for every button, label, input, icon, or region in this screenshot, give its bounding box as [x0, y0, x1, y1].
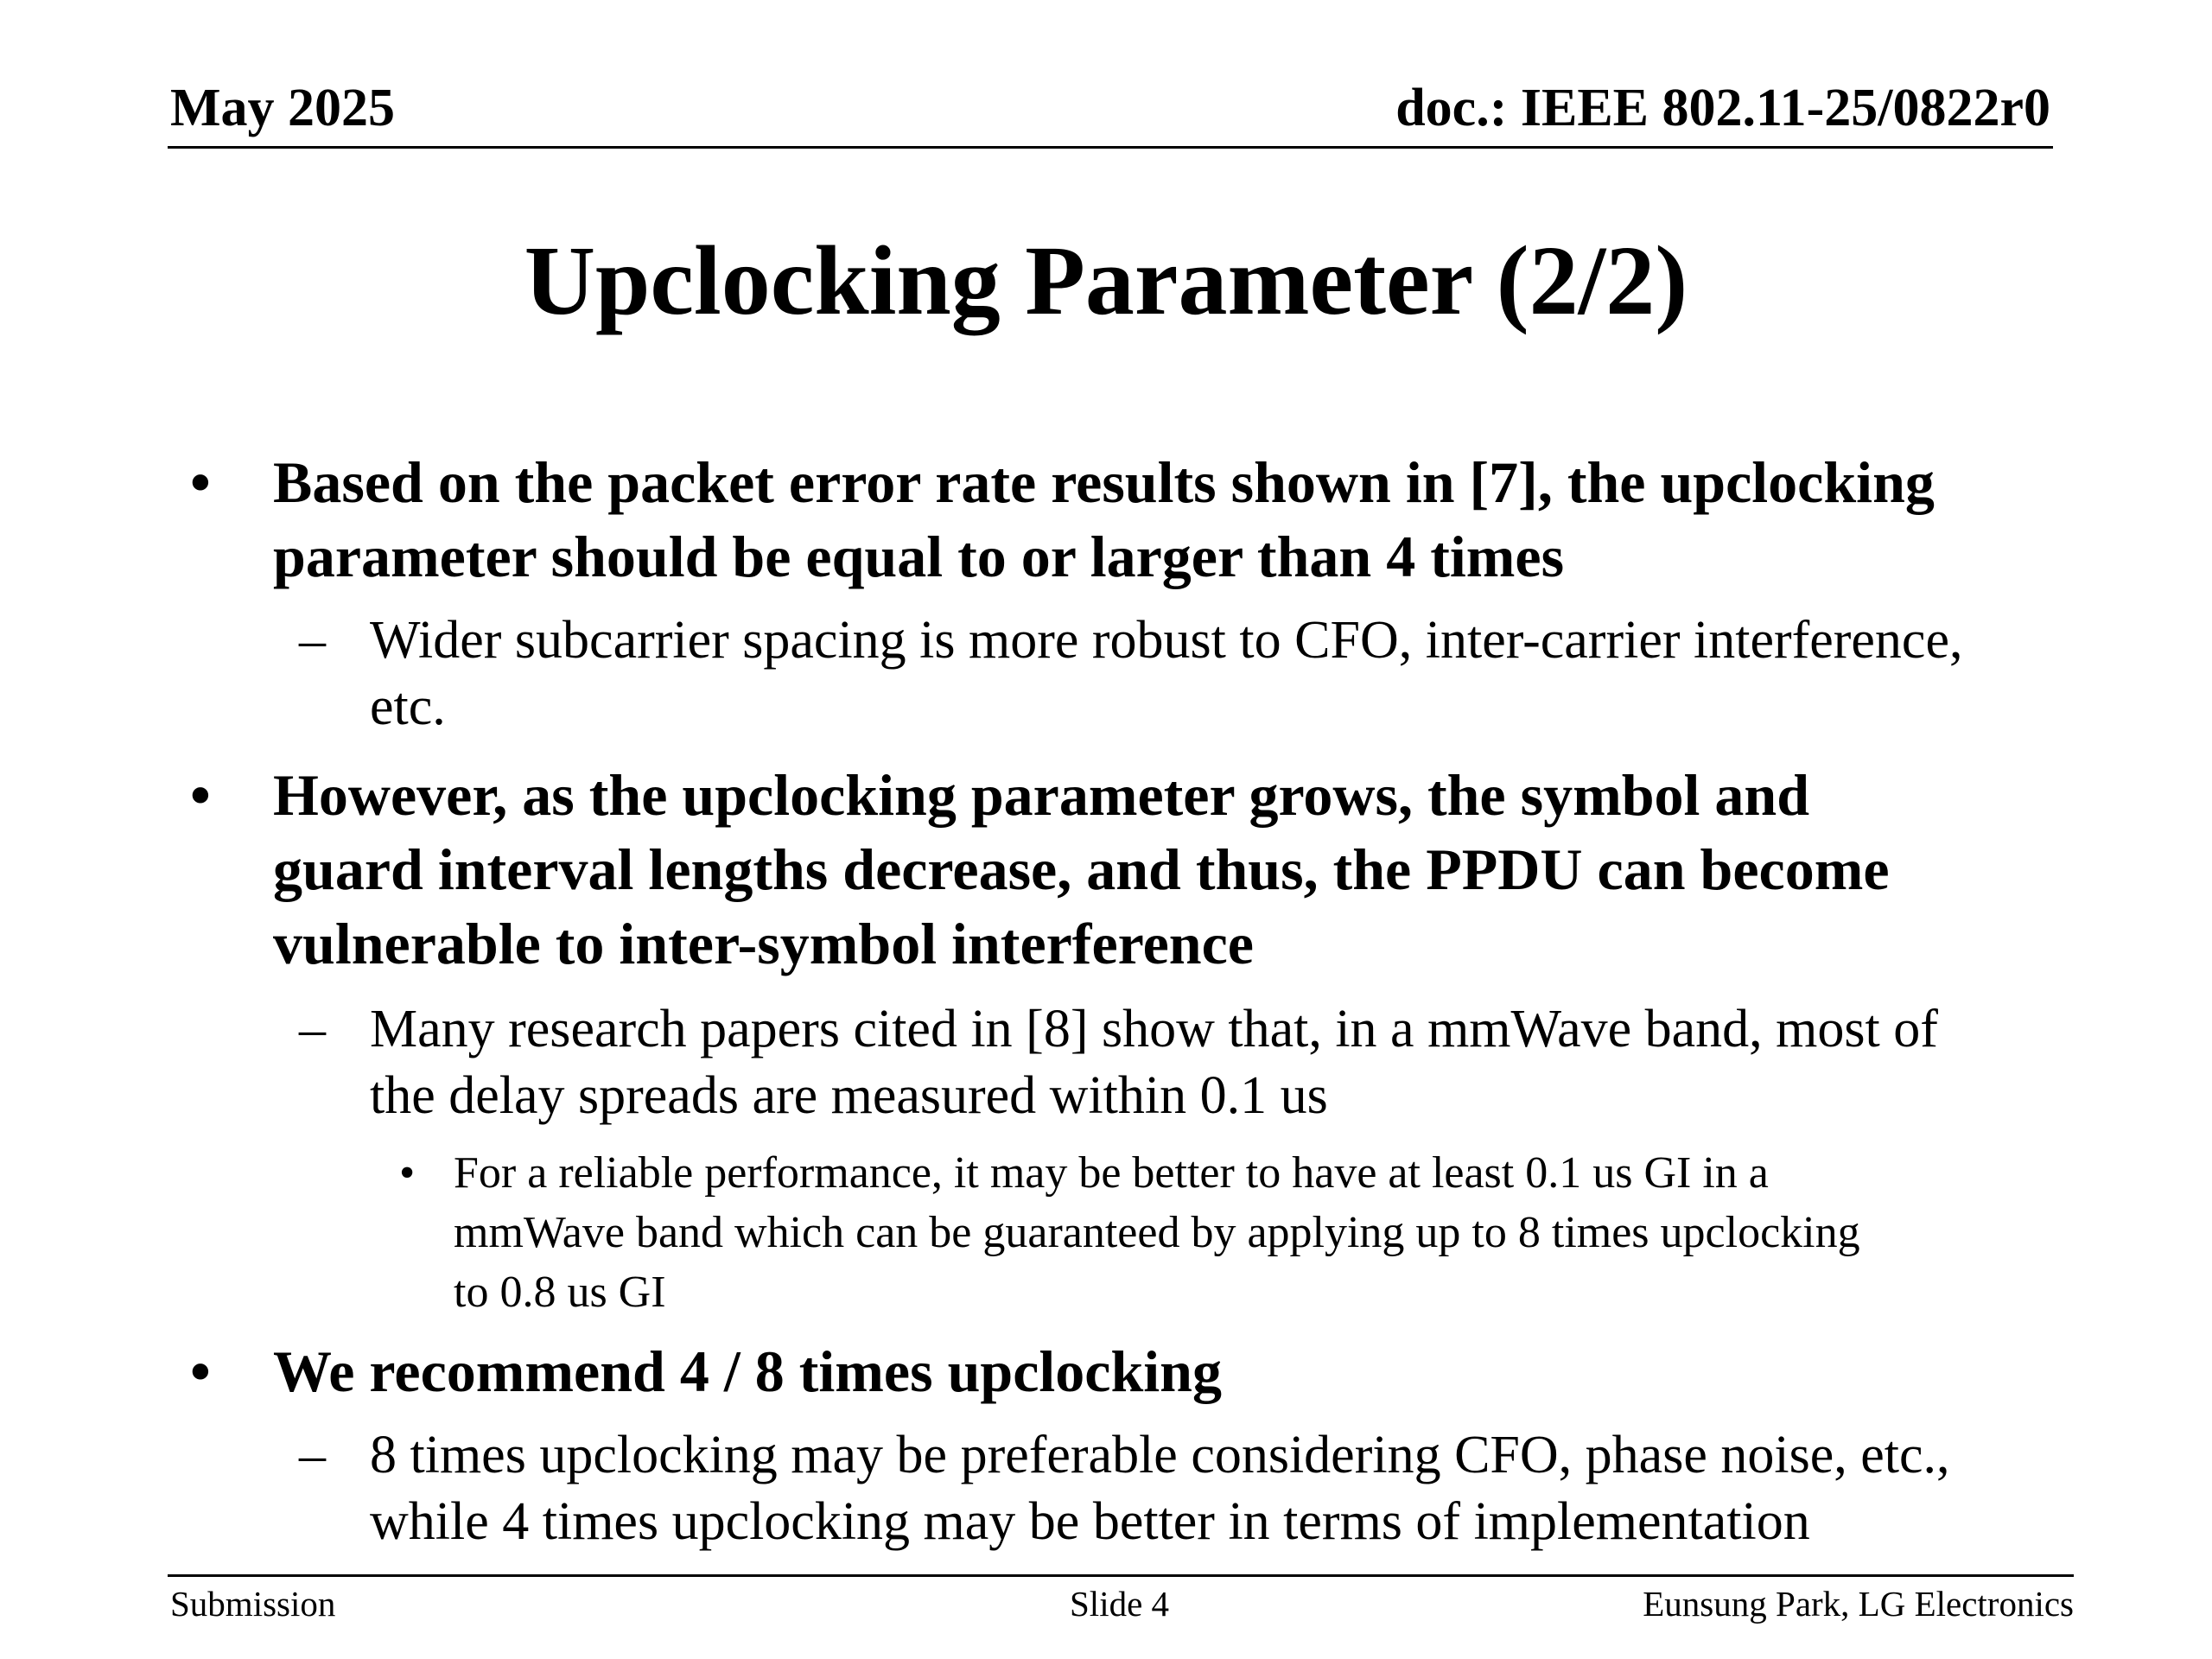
dash-marker: – — [299, 1426, 326, 1484]
bullet-3-sub-1-line-2: while 4 times upclocking may be better in terms of implementation — [370, 1492, 1810, 1551]
header-doc-id: doc.: IEEE 802.11-25/0822r0 — [1395, 79, 2050, 137]
bullet-2-text — [273, 758, 1890, 981]
bullet-2-sub-1-sub-1-line-1: For a reliable performance, it may be better to have at least 0.1 us GI in a — [454, 1148, 1769, 1198]
bullet-2-line-1: However, as the upclocking parameter grows, the symbol and — [273, 762, 1810, 828]
bullet-1-sub-1-line-1: Wider subcarrier spacing is more robust to CFO, inter-carrier interference, — [370, 611, 1963, 670]
bullet-marker: • — [190, 1338, 211, 1404]
bullet-3-text — [273, 1334, 1222, 1408]
footer-submission: Submission — [170, 1584, 336, 1624]
header-date: May 2025 — [170, 79, 396, 137]
bullet-1-line-1: Based on the packet error rate results shown in [7], the upclocking — [273, 449, 1935, 515]
bullet-marker: • — [190, 449, 211, 515]
bullet-1-sub-1-line-2: etc. — [370, 677, 446, 736]
footer-slide-number: Slide 4 — [1070, 1584, 1170, 1624]
bullet-2-sub-1-sub-1-line-2: mmWave band which can be guaranteed by applying up to 8 times upclocking — [454, 1208, 1860, 1257]
slide-title: Upclocking Parameter (2/2) — [524, 226, 1688, 335]
bullet-3-sub-1-line-1: 8 times upclocking may be preferable considering CFO, phase noise, etc., — [370, 1426, 1950, 1484]
bullet-2-line-3: vulnerable to inter-symbol interference — [273, 911, 1254, 976]
header-divider — [168, 146, 2053, 149]
bullet-2-sub-1-text — [370, 996, 1938, 1129]
bullet-marker: • — [190, 762, 211, 828]
bullet-3-sub-1-text — [370, 1422, 1950, 1555]
bullet-3-line-1: We recommend 4 / 8 times upclocking — [273, 1338, 1222, 1404]
bullet-2-sub-1-line-2: the delay spreads are measured within 0.1 us — [370, 1066, 1328, 1125]
bullet-2-line-2: guard interval lengths decrease, and thus, the PPDU can become — [273, 836, 1890, 902]
footer-divider — [168, 1574, 2074, 1577]
bullet-2-sub-1-sub-1-line-3: to 0.8 us GI — [454, 1268, 666, 1317]
bullet-2-sub-1-line-1: Many research papers cited in [8] show that, in a mmWave band, most of — [370, 1000, 1938, 1058]
bullet-2-sub-1-sub-1-text — [454, 1143, 1860, 1322]
bullet-1-text — [273, 445, 1935, 594]
footer-author: Eunsung Park, LG Electronics — [1643, 1584, 2074, 1624]
bullet-1-sub-1-text — [370, 607, 1962, 741]
small-bullet-marker: • — [399, 1148, 416, 1198]
dash-marker: – — [299, 611, 326, 670]
dash-marker: – — [299, 1000, 326, 1058]
bullet-1-line-2: parameter should be equal to or larger than 4 times — [273, 524, 1565, 589]
